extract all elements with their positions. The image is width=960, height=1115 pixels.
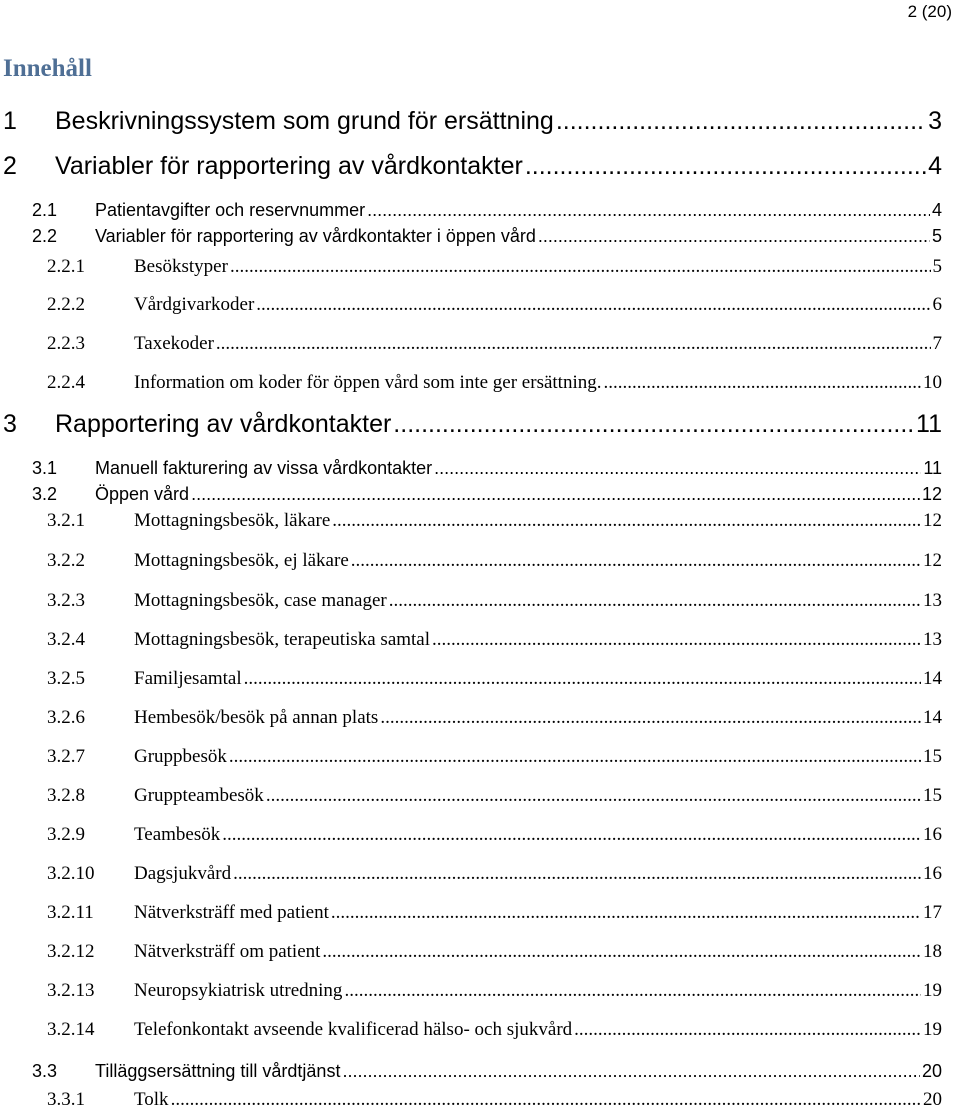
toc-leader-dots [332, 510, 921, 532]
toc-heading: Innehåll [3, 55, 92, 82]
page-number: 2 (20) [907, 2, 952, 21]
toc-entry-number: 3.2.2 [47, 550, 85, 571]
toc-entry-number: 3.2.9 [47, 824, 85, 845]
toc-entry[interactable] [0, 746, 942, 768]
toc-entry-page: 17 [923, 902, 942, 923]
toc-entry-title: Nätverksträff med patient [134, 902, 329, 923]
toc-entry-title: Tilläggsersättning till vårdtjänst [95, 1061, 341, 1081]
toc-entry[interactable] [0, 333, 942, 355]
toc-entry-page: 14 [923, 668, 942, 689]
toc-entry-number: 3.3.1 [47, 1089, 85, 1110]
toc-entry-title: Mottagningsbesök, läkare [134, 510, 331, 531]
toc-entry-number: 3.2.5 [47, 668, 85, 689]
toc-entry-title: Neuropsykiatrisk utredning [134, 980, 343, 1001]
toc-entry[interactable] [0, 785, 942, 807]
toc-entry-page: 20 [921, 1061, 942, 1081]
toc-entry-number: 3.2 [32, 484, 58, 504]
toc-entry-title: Variabler för rapportering av vårdkontakter [55, 152, 523, 180]
toc-entry[interactable] [0, 200, 942, 221]
toc-entry-title: Dagsjukvård [134, 863, 232, 884]
toc-entry-number: 3.2.8 [47, 785, 85, 806]
toc-entry-number: 2.1 [32, 200, 58, 220]
toc-entry-number: 3.2.6 [47, 707, 85, 728]
toc-entry[interactable] [0, 590, 942, 612]
toc-entry-page: 4 [928, 152, 942, 180]
toc-entry-number: 3.2.1 [47, 510, 85, 531]
toc-entry-number: 1 [3, 107, 17, 135]
toc-entry-number: 3.2.13 [47, 980, 95, 1001]
toc-leader-dots [351, 550, 921, 572]
toc-leader-dots [229, 746, 921, 768]
toc-entry-page: 13 [923, 629, 942, 650]
toc-leader-dots [393, 410, 914, 439]
toc-entry-number: 3.1 [32, 458, 58, 478]
toc-entry[interactable] [0, 107, 942, 136]
toc-entry-title: Nätverksträff om patient [134, 941, 321, 962]
toc-leader-dots [432, 629, 921, 651]
toc-leader-dots [525, 152, 926, 181]
toc-entry-title: Gruppbesök [134, 746, 227, 767]
toc-leader-dots [222, 824, 921, 846]
toc-leader-dots [233, 863, 921, 885]
toc-entry-page: 19 [923, 1019, 942, 1040]
toc-leader-dots [380, 707, 921, 729]
toc-entry-page: 11 [916, 410, 942, 438]
toc-entry[interactable] [0, 510, 942, 532]
toc-entry[interactable] [0, 372, 942, 394]
toc-entry[interactable] [0, 902, 942, 924]
toc-entry-title: Gruppteambesök [134, 785, 264, 806]
toc-entry[interactable] [0, 863, 942, 885]
toc-entry[interactable] [0, 152, 942, 181]
toc-entry-page: 5 [932, 256, 942, 277]
toc-entry[interactable] [0, 410, 942, 439]
toc-entry[interactable] [0, 1061, 942, 1082]
toc-entry-number: 3.2.12 [47, 941, 95, 962]
toc-entry-page: 6 [932, 294, 942, 315]
toc-entry-page: 3 [928, 107, 942, 135]
toc-entry[interactable] [0, 294, 942, 316]
toc-leader-dots [216, 333, 931, 355]
toc-entry-page: 18 [923, 941, 942, 962]
toc-entry-page: 12 [921, 484, 942, 504]
toc-leader-dots [389, 590, 921, 612]
toc-entry[interactable] [0, 668, 942, 690]
toc-entry-number: 3.2.3 [47, 590, 85, 611]
toc-entry-number: 2.2.4 [47, 372, 85, 393]
toc-leader-dots [171, 1089, 921, 1111]
toc-entry-title: Besökstyper [134, 256, 228, 277]
toc-entry-page: 20 [923, 1089, 942, 1110]
toc-entry-number: 3 [3, 410, 17, 438]
toc-leader-dots [604, 372, 922, 394]
toc-entry-page: 10 [923, 372, 942, 393]
toc-entry-title: Taxekoder [134, 333, 214, 354]
toc-entry-title: Hembesök/besök på annan plats [134, 707, 379, 728]
toc-entry-title: Vårdgivarkoder [134, 294, 255, 315]
toc-entry-number: 3.2.10 [47, 863, 95, 884]
toc-entry-page: 5 [931, 226, 942, 246]
toc-entry-number: 2.2 [32, 226, 58, 246]
toc-entry[interactable] [0, 256, 942, 278]
toc-entry-number: 3.3 [32, 1061, 58, 1081]
toc-entry-title: Beskrivningssystem som grund för ersättning [55, 107, 554, 135]
toc-entry-title: Telefonkontakt avseende kvalificerad hälso- och sjukvård [134, 1019, 573, 1040]
toc-entry[interactable] [0, 824, 942, 846]
toc-entry-title: Information om koder för öppen vård som inte ger ersättning. [134, 372, 602, 393]
toc-entry-title: Mottagningsbesök, terapeutiska samtal [134, 629, 431, 650]
toc-leader-dots [256, 294, 930, 316]
toc-entry-page: 15 [923, 785, 942, 806]
toc-entry-title: Mottagningsbesök, ej läkare [134, 550, 349, 571]
toc-entry[interactable] [0, 1089, 942, 1111]
toc-entry-page: 13 [923, 590, 942, 611]
toc-entry-title: Mottagningsbesök, case manager [134, 590, 387, 611]
toc-entry[interactable] [0, 707, 942, 729]
toc-entry[interactable] [0, 458, 942, 479]
toc-leader-dots [191, 484, 920, 505]
toc-leader-dots [574, 1019, 921, 1041]
toc-entry-number: 3.2.4 [47, 629, 85, 650]
toc-entry[interactable] [0, 226, 942, 247]
toc-entry-number: 3.2.7 [47, 746, 85, 767]
toc-leader-dots [538, 226, 930, 247]
toc-entry-number: 2 [3, 152, 17, 180]
toc-leader-dots [556, 107, 926, 136]
toc-entry[interactable] [0, 550, 942, 572]
toc-entry-number: 3.2.11 [47, 902, 94, 923]
toc-entry[interactable] [0, 484, 942, 505]
toc-entry-title: Manuell fakturering av vissa vårdkontakter [95, 458, 433, 478]
toc-entry-number: 2.2.2 [47, 294, 85, 315]
toc-entry-title: Rapportering av vårdkontakter [55, 410, 392, 438]
toc-entry-page: 16 [923, 863, 942, 884]
toc-entry-page: 12 [923, 550, 942, 571]
toc-entry-title: Variabler för rapportering av vårdkontakter i öppen vård [95, 226, 536, 246]
toc-entry[interactable] [0, 980, 942, 1002]
toc-entry-title: Tolk [134, 1089, 169, 1110]
toc-entry[interactable] [0, 1019, 942, 1041]
toc-entry-page: 14 [923, 707, 942, 728]
toc-entry-page: 4 [931, 200, 942, 220]
toc-leader-dots [344, 980, 921, 1002]
toc-entry[interactable] [0, 941, 942, 963]
toc-leader-dots [266, 785, 921, 807]
toc-entry-page: 16 [923, 824, 942, 845]
toc-leader-dots [342, 1061, 920, 1082]
toc-leader-dots [244, 668, 921, 690]
toc-entry-page: 11 [923, 458, 942, 478]
toc-leader-dots [331, 902, 921, 924]
toc-leader-dots [322, 941, 921, 963]
toc-leader-dots [434, 458, 921, 479]
toc-entry-number: 3.2.14 [47, 1019, 95, 1040]
toc-entry-number: 2.2.1 [47, 256, 85, 277]
toc-entry-number: 2.2.3 [47, 333, 85, 354]
toc-entry-page: 15 [923, 746, 942, 767]
toc-leader-dots [230, 256, 931, 278]
toc-entry-title: Teambesök [134, 824, 221, 845]
toc-entry[interactable] [0, 629, 942, 651]
toc-entry-title: Familjesamtal [134, 668, 242, 689]
toc-entry-page: 12 [923, 510, 942, 531]
toc-entry-title: Patientavgifter och reservnummer [95, 200, 366, 220]
toc-entry-title: Öppen vård [95, 484, 190, 504]
toc-leader-dots [367, 200, 930, 221]
toc-entry-page: 7 [932, 333, 942, 354]
toc-entry-page: 19 [923, 980, 942, 1001]
